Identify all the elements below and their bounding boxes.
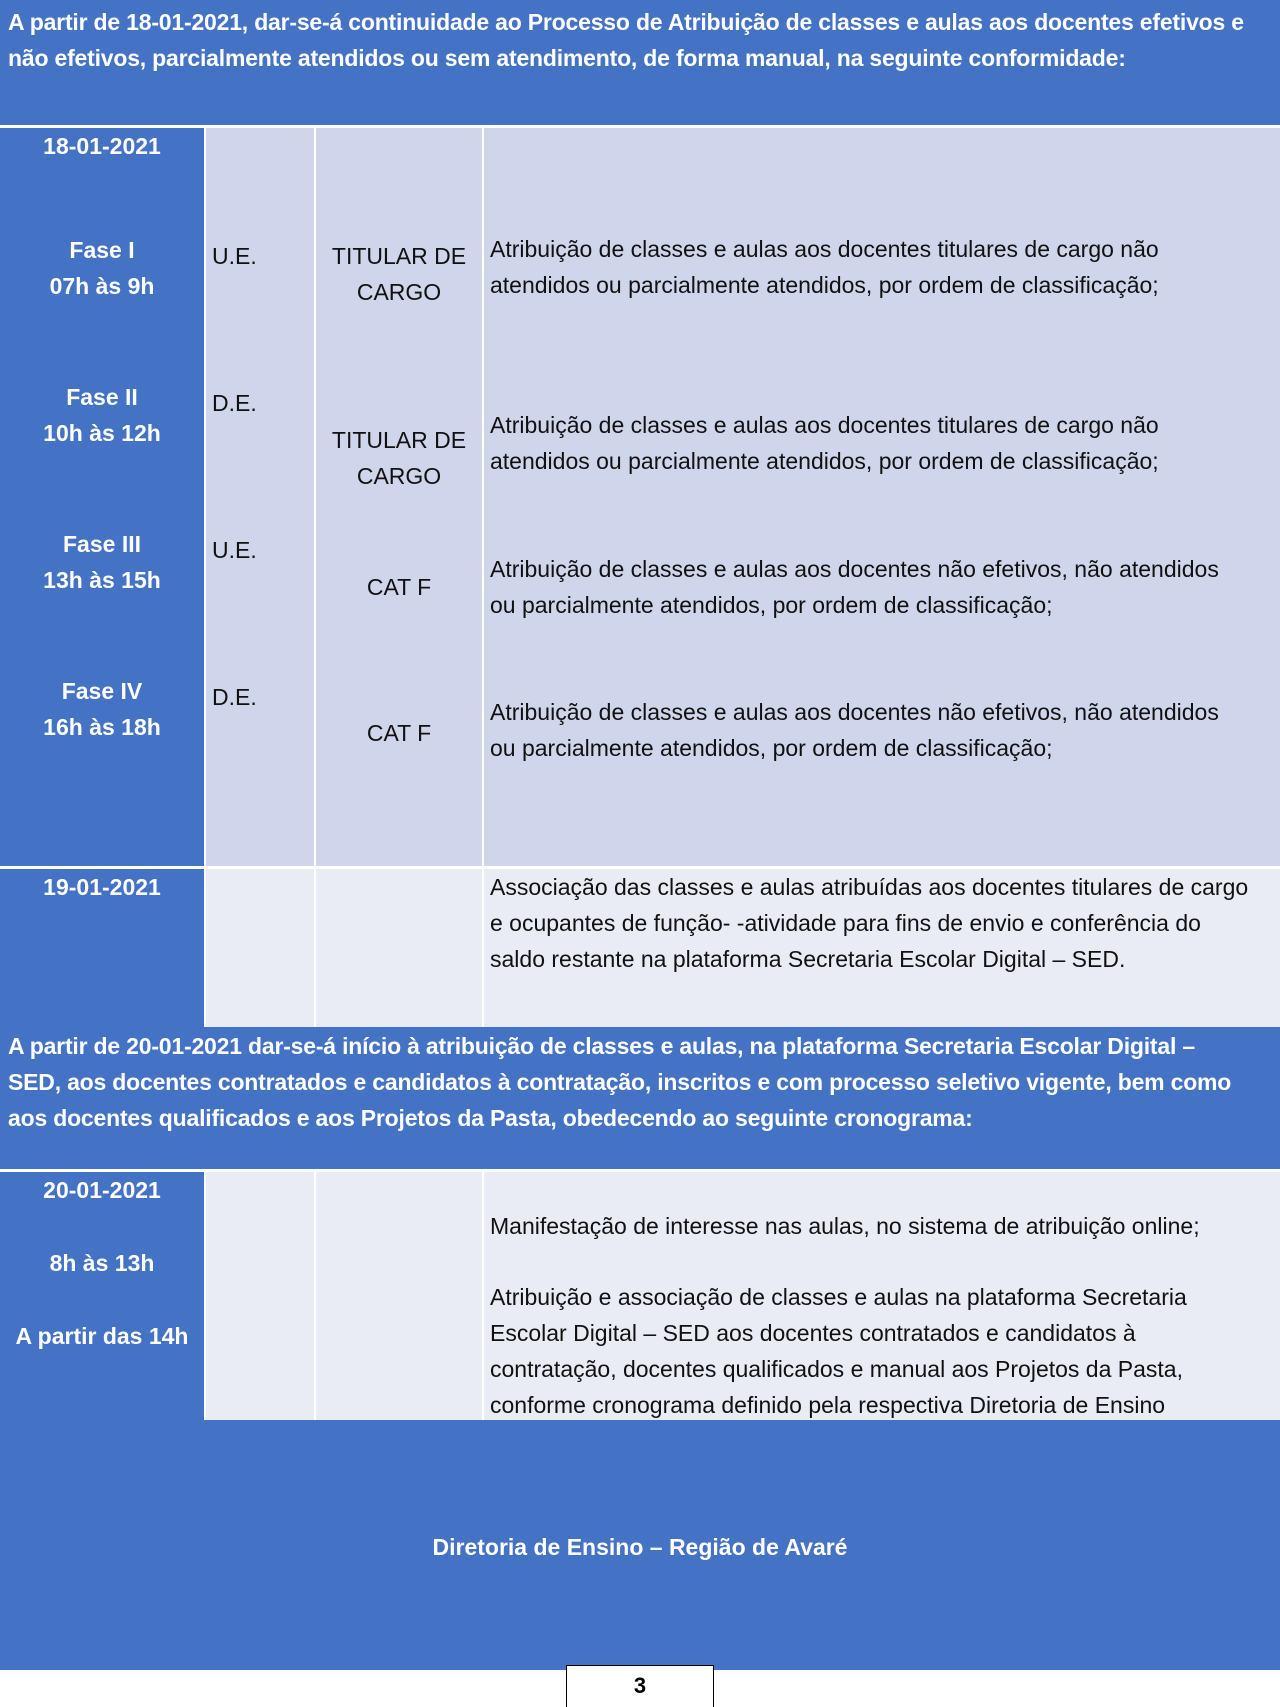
phase-description: Atribuição de classes e aulas aos docentes não efetivos, não atendidos	[490, 699, 1219, 725]
phase-description: atendidos ou parcialmente atendidos, por ordem de classificação;	[490, 272, 1159, 298]
phase-description: atendidos ou parcialmente atendidos, por ordem de classificação;	[490, 448, 1159, 474]
phase-time: 16h às 18h	[43, 714, 161, 740]
phase-description: ou parcialmente atendidos, por ordem de classificação;	[490, 735, 1053, 761]
location-label: D.E.	[212, 390, 257, 416]
location-column	[206, 869, 314, 1027]
schedule-row-20-01	[0, 1172, 1280, 1420]
teacher-type-label: CARGO	[356, 463, 442, 489]
teacher-type-column	[316, 869, 482, 1027]
location-column	[206, 1172, 314, 1420]
row-description: Atribuição e associação de classes e aulas na plataforma Secretaria	[490, 1284, 1187, 1310]
footer-banner	[0, 1420, 1280, 1670]
intro-text-2	[0, 1027, 1280, 1136]
phase-description: ou parcialmente atendidos, por ordem de classificação;	[490, 592, 1053, 618]
date-column	[0, 869, 204, 1027]
row-description: Escolar Digital – SED aos docentes contratados e candidatos à	[490, 1320, 1136, 1346]
row-description: saldo restante na plataforma Secretaria Escolar Digital – SED.	[490, 946, 1126, 972]
time-label: A partir das 14h	[15, 1323, 189, 1349]
date-label: 18-01-2021	[43, 133, 161, 159]
phase-time: 13h às 15h	[43, 567, 161, 593]
row-description: contratação, docentes qualificados e manual aos Projetos da Pasta,	[490, 1356, 1183, 1382]
intro-line: aos docentes qualificados e aos Projetos da Pasta, obedecendo ao seguinte cronograma:	[8, 1105, 973, 1131]
schedule-row-18-01	[0, 128, 1280, 866]
phase-name: Fase I	[69, 237, 135, 263]
phase-time: 07h às 9h	[49, 273, 155, 299]
teacher-type-label: CAT F	[366, 574, 432, 600]
row-description: e ocupantes de função- -atividade para fins de envio e conferência do	[490, 910, 1201, 936]
schedule-row-19-01	[0, 869, 1280, 1027]
footer-text: Diretoria de Ensino – Região de Avaré	[432, 1534, 848, 1560]
teacher-type-label: CAT F	[366, 720, 432, 746]
intro-banner-1	[0, 0, 1280, 125]
location-label: D.E.	[212, 684, 257, 710]
phase-name: Fase II	[66, 384, 138, 410]
description-column	[484, 1172, 1280, 1420]
date-label: 20-01-2021	[43, 1177, 161, 1203]
time-label: 8h às 13h	[49, 1250, 155, 1276]
date-column	[0, 1172, 204, 1420]
teacher-type-label: CARGO	[356, 279, 442, 305]
intro-text-1: A partir de 18-01-2021, dar-se-á continuidade ao Processo de Atribuição de classes e aulas aos docentes efetivos e não efetivos, parcialmente atendidos ou sem atendimento, de forma manual, na seguinte conformidade:	[8, 9, 1244, 71]
phase-time: 10h às 12h	[43, 420, 161, 446]
phase-name: Fase IV	[61, 678, 143, 704]
phase-description: Atribuição de classes e aulas aos docentes titulares de cargo não	[490, 236, 1159, 262]
intro-line: SED, aos docentes contratados e candidatos à contratação, inscritos e com processo seletivo vigente, bem como	[8, 1069, 1232, 1095]
teacher-type-column	[316, 128, 482, 866]
description-column	[484, 869, 1280, 1027]
date-label: 19-01-2021	[43, 874, 161, 900]
phase-description: Atribuição de classes e aulas aos docentes não efetivos, não atendidos	[490, 556, 1219, 582]
row-description: Associação das classes e aulas atribuídas aos docentes titulares de cargo	[490, 874, 1249, 900]
location-label: U.E.	[212, 243, 257, 269]
location-label: U.E.	[212, 537, 257, 563]
intro-line: A partir de 20-01-2021 dar-se-á início à atribuição de classes e aulas, na plataforma Secretaria Escolar Digital –	[8, 1033, 1195, 1059]
teacher-type-column	[316, 1172, 482, 1420]
description-column	[484, 128, 1280, 866]
row-description: Manifestação de interesse nas aulas, no sistema de atribuição online;	[490, 1213, 1200, 1239]
page-number: 3	[566, 1665, 714, 1707]
teacher-type-label: TITULAR DE	[331, 427, 467, 453]
row-description: conforme cronograma definido pela respectiva Diretoria de Ensino	[490, 1392, 1166, 1418]
location-column	[206, 128, 314, 866]
intro-banner-2	[0, 1027, 1280, 1169]
date-column	[0, 128, 204, 866]
phase-description: Atribuição de classes e aulas aos docentes titulares de cargo não	[490, 412, 1159, 438]
teacher-type-label: TITULAR DE	[331, 243, 467, 269]
phase-name: Fase III	[63, 531, 141, 557]
